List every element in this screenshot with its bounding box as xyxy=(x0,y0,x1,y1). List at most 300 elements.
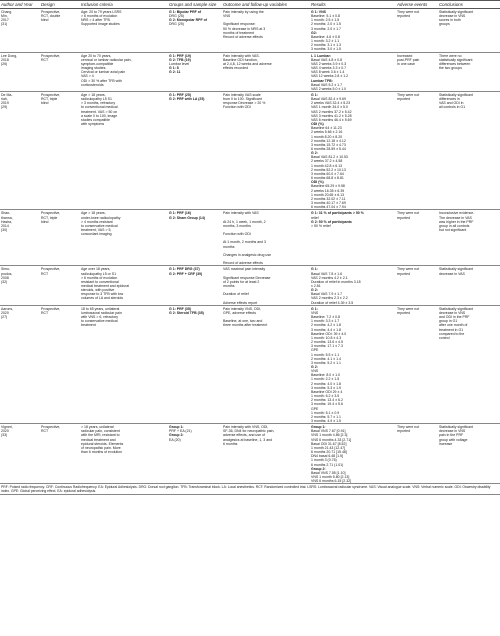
results-line: VAS 6 months 46.4 ± 5.69 xyxy=(311,117,352,122)
conclusions-line: Statistically significant xyxy=(439,267,474,272)
groups-line: DRG (25) xyxy=(169,22,184,27)
inclusion-line: with the MRI, resistant to xyxy=(81,433,120,438)
results-line: 2 months 32.02 ± 7.11 xyxy=(311,196,346,201)
cell-groups xyxy=(168,305,222,423)
author-line: Aarons, xyxy=(1,306,14,311)
table-row xyxy=(0,424,500,484)
cell-adverse xyxy=(396,9,438,53)
design-line: Prospective, xyxy=(41,92,61,97)
inclusion-line: > 4 months resistant xyxy=(81,219,113,224)
results-line: 1 month 3 (0.76) xyxy=(311,458,337,463)
cell-groups xyxy=(168,91,222,209)
conclusions-line: Statistically significant xyxy=(439,92,474,97)
cell-design xyxy=(40,305,80,423)
inclusion-line: treatment, VAS > 5, xyxy=(81,227,112,232)
outcome-line: VAS maximal pain intensity xyxy=(223,267,266,272)
outcome-line: effects recorded xyxy=(223,66,249,71)
author-line: (27) xyxy=(1,315,8,320)
design-line: blind xyxy=(41,219,49,224)
inclusion-line: to conservative medical xyxy=(81,319,118,324)
results-line: 2 weeks 16.35 ± 6.39 xyxy=(311,188,345,193)
inclusion-line: imaging studies. xyxy=(81,66,107,71)
groups-line: EA (20) xyxy=(169,437,181,442)
groups-line: PRF + EA (21) xyxy=(169,429,192,434)
header-results: Results xyxy=(310,1,396,9)
results-line: 3 months: 2.0 ± 1.7 xyxy=(311,26,341,31)
author-line: Min, xyxy=(1,14,8,19)
inclusion-line: epidural steroids. Elements xyxy=(81,441,124,446)
outcome-line: Significant response: xyxy=(223,22,256,27)
cell-results xyxy=(310,52,396,91)
results-line: 3 months: 4.9 ± 1.5 xyxy=(311,419,341,423)
groups-line: G 2: PRF + CRF (39) xyxy=(169,271,203,276)
design-line: blind xyxy=(41,18,49,23)
results-line: 1 month: 2.5 ± 1.5 xyxy=(311,18,340,23)
conclusions-line: the two groups xyxy=(439,66,462,71)
inclusion-line: a scale 0 to 100, image xyxy=(81,113,118,118)
outcome-line: Record of adverse effects xyxy=(223,261,263,266)
author-line: (33) xyxy=(1,433,8,438)
cell-design xyxy=(40,210,80,266)
cell-design xyxy=(40,424,80,484)
outcome-line: months xyxy=(223,284,235,288)
outcome-line: adverse effects, and use of xyxy=(223,433,265,438)
inclusion-line: symptom-compatible xyxy=(81,61,114,66)
results-line: 1 month: 5.5 ± 1.1 xyxy=(311,352,340,357)
outcome-line: of 2 points for at least 2 xyxy=(223,279,260,284)
conclusions-line: and ODI in the PRF xyxy=(439,315,470,320)
results-line: Lumbar TFB: xyxy=(311,78,333,83)
groups-line: Lumbar level xyxy=(169,61,190,66)
cell-results xyxy=(310,266,396,305)
adverse-line: reported xyxy=(397,310,411,315)
results-line: 3 months 40.17 ± 7.69 xyxy=(311,201,346,206)
author-line: poulos, xyxy=(1,271,13,276)
results-line: Basal VNS 7.67 [0.91] xyxy=(311,429,346,434)
cell-inclusion xyxy=(80,305,168,423)
cell-design xyxy=(40,266,80,305)
cell-author xyxy=(0,210,40,266)
results-line: VNS 6 months 6.15 [2.32] xyxy=(311,479,352,484)
cell-conclusions xyxy=(438,210,500,266)
author-line: 2020 xyxy=(1,310,9,315)
author-line: (29) xyxy=(1,105,8,110)
results-line: 3 months: 4.4 ± 1.8 xyxy=(311,327,341,332)
author-line: Simo- xyxy=(1,267,11,272)
cell-results xyxy=(310,91,396,209)
table-row xyxy=(0,9,500,53)
conclusions-line: all controls in G1 xyxy=(439,105,466,110)
results-line: VAS 2 weeks 3.9 ± 0.3 xyxy=(311,61,347,66)
author-line: Chang xyxy=(1,10,12,14)
cell-conclusions xyxy=(438,424,500,484)
inclusion-line: Age > 18 years, xyxy=(81,211,106,216)
design-line: Prospective, xyxy=(41,425,61,430)
groups-line: G 1: PRF (16) xyxy=(169,211,191,216)
cell-conclusions xyxy=(438,91,500,209)
cell-results xyxy=(310,424,396,484)
cell-author xyxy=(0,424,40,484)
inclusion-line: radiculopathy L5 or S1 xyxy=(81,271,117,276)
inclusion-line: Age > 18 years, xyxy=(81,92,106,97)
results-line: 1 month: 3.3 ± 1.7 xyxy=(311,319,340,324)
results-line: 3 months: 17.1 ± 7.3 xyxy=(311,344,343,349)
results-line: VNS xyxy=(311,369,319,374)
groups-line: DRG (25) xyxy=(169,14,184,19)
inclusion-line: Supported image studies xyxy=(81,22,120,27)
results-line: G 1: xyxy=(311,267,318,272)
header-outcome: Outcome and follow-up variables xyxy=(222,1,310,9)
adverse-line: They were not xyxy=(397,306,420,311)
results-line: G 2: 50 % of participants xyxy=(311,219,352,224)
results-line: G 1: VNS xyxy=(311,10,326,14)
results-line: 2 weeks 5.66 ± 2.16 xyxy=(311,130,343,135)
conclusions-line: There were no xyxy=(439,53,462,58)
header-groups: Groups and sample size xyxy=(168,1,222,9)
outcome-line: Duration of relief xyxy=(223,292,249,297)
results-line: VAS 12 weeks 2.8 ± 1.2 xyxy=(311,74,349,79)
design-line: Prospective, xyxy=(41,10,61,14)
design-line: Prospective, xyxy=(41,53,61,58)
inclusion-line: cervical or lumbar radicular pain, xyxy=(81,57,132,62)
results-line: Baseline ODI 29 ± 4 xyxy=(311,389,343,394)
results-line: Basal VAS 82.4 ± 9.69 xyxy=(311,97,346,102)
cell-outcome xyxy=(222,9,310,53)
header-inclusion: Inclusion criteria xyxy=(80,1,168,9)
results-line: G 2: xyxy=(311,151,318,156)
inclusion-line: volumes of LA and steroids xyxy=(81,296,124,301)
results-line: VAS 2 weeks 5.0 ± 1.0 xyxy=(311,86,347,91)
results-line: Duration of relief in months 3.18 xyxy=(311,279,361,284)
adverse-line: They were not xyxy=(397,425,420,430)
design-line: RCT xyxy=(41,271,49,276)
cell-inclusion xyxy=(80,91,168,209)
outcome-line: Pain intensity with VAS xyxy=(223,211,259,216)
groups-line: G 1: PRF (19) xyxy=(169,53,191,58)
outcome-line: Pain intensity VAS scale xyxy=(223,92,261,97)
outcome-line: Baseline ODI function, xyxy=(223,57,258,62)
results-line: VNS 1 month 5.80 [2.13] xyxy=(311,475,350,480)
inclusion-line: radicular pain, consistent xyxy=(81,429,120,434)
results-line: VAS 2 months 2.3 ± 2.2 xyxy=(311,296,348,301)
conclusions-line: group with voltage xyxy=(439,437,468,442)
design-line: Prospective, xyxy=(41,267,61,272)
table-row xyxy=(0,52,500,91)
results-line: Basal VAS 7.8 ± 1.6 xyxy=(311,271,343,276)
inclusion-line: studies compatible xyxy=(81,117,110,122)
results-line: DN4 basal 6.48 [1.5] xyxy=(311,454,343,459)
cell-conclusions xyxy=(438,9,500,53)
results-line: VAS 8 week 3.6 ± 1.4 xyxy=(311,70,345,75)
outcome-line: Function with ODI xyxy=(223,232,251,237)
outcome-line: at 2,4,8, 12 weeks and adverse xyxy=(223,61,272,66)
results-line: VNS 1 month 4.86 [2.3] xyxy=(311,433,348,438)
cell-adverse xyxy=(396,210,438,266)
adverse-line: reported xyxy=(397,14,411,19)
adverse-line: in one case xyxy=(397,61,415,66)
cell-results xyxy=(310,305,396,423)
cell-design xyxy=(40,91,80,209)
author-line: 2019 xyxy=(1,101,9,106)
conclusions-line: group in G1 xyxy=(439,319,458,324)
conclusions-line: decrease in VNS xyxy=(439,14,466,19)
results-line: Baseline: 7.2 ± 0.8 xyxy=(311,315,340,320)
results-line: G 1: xyxy=(311,306,318,311)
cell-outcome xyxy=(222,424,310,484)
inclusion-line: concordant imaging xyxy=(81,232,112,237)
author-line: Hasha, xyxy=(1,219,13,224)
outcome-line: months of treatment xyxy=(223,30,255,35)
results-line: 3 months 15.72 ± 4.73 xyxy=(311,142,346,147)
cell-adverse xyxy=(396,266,438,305)
inclusion-line: with symptoms xyxy=(81,122,105,127)
results-line: 1 month 21.43 [12.47] xyxy=(311,445,346,450)
header-conclusions: Conclusions xyxy=(438,1,500,9)
results-line: 2 months: 13.6 ± 4.5 xyxy=(311,340,343,345)
table-row xyxy=(0,305,500,423)
cell-outcome xyxy=(222,266,310,305)
inclusion-line: than 6 months of evolution xyxy=(81,450,123,455)
author-line: (30) xyxy=(1,227,8,232)
outcome-line: Pain intensity with VAS. xyxy=(223,53,260,58)
author-line: (32) xyxy=(1,279,8,284)
cell-inclusion xyxy=(80,424,168,484)
results-line: 1 month 42.8 ± 6.13 xyxy=(311,163,343,168)
design-line: Prospective, xyxy=(41,306,61,311)
cell-adverse xyxy=(396,52,438,91)
results-line: 2 months: 4.2 ± 1.8 xyxy=(311,323,341,328)
author-line: Lee Dong, xyxy=(1,53,18,58)
header-author: Author and Year xyxy=(0,1,40,9)
results-line: 2 months: 4.1 ± 1.4 xyxy=(311,356,341,361)
results-line: L 1 Lumbar: xyxy=(311,53,331,58)
adverse-line: Increased xyxy=(397,53,413,58)
inclusion-line: steroids, with positive xyxy=(81,288,115,293)
header-adverse: Adverse events xyxy=(396,1,438,9)
results-line: 1 month: 5.1 ± 0.9 xyxy=(311,410,340,415)
inclusion-line: radiculopathy L5 S1 xyxy=(81,97,112,102)
cell-author xyxy=(0,91,40,209)
inclusion-line: ODI > 30 % after TFB with xyxy=(81,78,122,83)
design-line: Prospective, xyxy=(41,211,61,216)
cell-conclusions xyxy=(438,52,500,91)
groups-line: G 1: Bipolar PRF of xyxy=(169,10,202,14)
cell-groups xyxy=(168,424,222,484)
cell-author xyxy=(0,305,40,423)
inclusion-line: treatment. VAS > 50 on xyxy=(81,109,118,114)
results-line: 6 months 47.04 ± 7.94 xyxy=(311,205,346,210)
results-line: 2 months: 3.1 ± 1.3 xyxy=(311,43,341,48)
results-line: 2 months: 2.0 ± 1.5 xyxy=(311,22,341,27)
cell-results xyxy=(310,210,396,266)
adverse-line: post-PRF pain xyxy=(397,57,420,62)
cell-inclusion xyxy=(80,9,168,53)
inclusion-line: medical treatment and xyxy=(81,437,116,442)
results-line: Baseline: 4.6 ± 0.8 xyxy=(311,34,340,39)
conclusions-line: groups xyxy=(439,22,450,27)
results-line: Basal VAS 7.9 ± 1.7 xyxy=(311,292,343,297)
cell-outcome xyxy=(222,305,310,423)
inclusion-line: with VNS > 6, refractory xyxy=(81,315,119,320)
results-line: GPE xyxy=(311,406,319,411)
inclusion-line: > 6 months of evolution xyxy=(81,14,118,19)
results-line: VAS 2 months 4.2 ± 2.1 xyxy=(311,275,348,280)
outcome-line: three months after treatment xyxy=(223,323,268,328)
outcome-line: 6 months xyxy=(223,441,238,446)
results-line: VNS xyxy=(311,310,319,315)
design-line: RCT xyxy=(41,429,49,434)
inclusion-line: > 3 months, refractory xyxy=(81,101,116,106)
outcome-line: Significant response Decrease xyxy=(223,275,271,280)
outcome-line: months, 3 months xyxy=(223,223,251,228)
outcome-line: Adverse effects report xyxy=(223,300,258,305)
results-line: 2 months: 5.7 ± 1.1 xyxy=(311,414,341,419)
table-header-row xyxy=(0,1,500,9)
design-line: RCT, double xyxy=(41,14,61,19)
results-line: GPE xyxy=(311,348,319,353)
outcome-line: Pain intensity with VNS, ODI, xyxy=(223,425,269,430)
conclusions-line: control xyxy=(439,335,450,340)
results-line: VAS 1 month 34.0 ± 5.0 xyxy=(311,105,348,110)
results-line: 1 month: 10.8 ± 4.3 xyxy=(311,335,342,340)
results-line: Group 2: xyxy=(311,466,326,471)
cell-inclusion xyxy=(80,266,168,305)
groups-line: G 2: Steroid TFB (35) xyxy=(169,310,204,315)
results-line: G2: xyxy=(311,30,317,35)
cell-adverse xyxy=(396,305,438,423)
outcome-line: At 24 h, 1 week, 1 month, 2 xyxy=(223,219,266,224)
cell-outcome xyxy=(222,91,310,209)
conclusions-line: differences in xyxy=(439,97,460,102)
results-line: 6 months 28.59 ± 5.44 xyxy=(311,147,346,151)
adverse-line: reported xyxy=(397,215,411,220)
inclusion-line: Cervical or lumbar axial pain xyxy=(81,70,126,75)
results-line: G 2: xyxy=(311,288,318,293)
inclusion-line: response to 3 TFB with low xyxy=(81,292,124,297)
results-line: 2 weeks VAS 32.4 ± 5.23 xyxy=(311,101,351,106)
inclusion-line: corticosteroids xyxy=(81,82,104,87)
groups-line: Group 2: xyxy=(169,433,184,438)
results-line: G 1: 31 % of participants > 50 % xyxy=(311,211,364,216)
cell-inclusion xyxy=(80,52,168,91)
design-line: RCT xyxy=(41,57,49,62)
cell-conclusions xyxy=(438,305,500,423)
results-line: VAS 2 months 37.2 ± 5.42 xyxy=(311,109,352,114)
groups-line: G 1: PRF (25) xyxy=(169,92,191,97)
conclusions-line: compared to the xyxy=(439,331,465,336)
results-line: 2 months 12.18 ± 4.12 xyxy=(311,138,346,143)
inclusion-line: NRS > 4 after TFB xyxy=(81,18,110,23)
groups-line: G 2: PRF with LA (25) xyxy=(169,97,205,102)
inclusion-line: to conservative medical xyxy=(81,223,118,228)
cell-outcome xyxy=(222,52,310,91)
author-line: Vigneri, xyxy=(1,425,13,430)
conclusions-line: but not significant xyxy=(439,227,467,232)
author-line: 2017 xyxy=(1,18,9,23)
inclusion-line: medical treatment and epidural xyxy=(81,284,130,288)
inclusion-line: > 18 years, unilateral xyxy=(81,425,114,430)
results-line: Baseline: 5.1 ± 0.8 xyxy=(311,14,340,19)
results-line: 6 months 2.71 (1.01) xyxy=(311,462,344,467)
conclusions-line: Inconclusive evidence. xyxy=(439,211,475,216)
author-line: thanna, xyxy=(1,215,13,220)
outcome-line: SF-36, DN4 for neuropathic pain, xyxy=(223,429,275,434)
table-footnote: PRF: Pulsed radio frequency. CRF: Continuous Radiofrequency. EA: Epidural Adhesiolysis. DRG: Dorsal root ganglion. TFB: Transforaminal block. LA: Local anesthetics. RCT: Randomized controlled trial. LSRS: Lumbosacral radicular syndrome. VAS: Visual analogue scale. VNS: Verbal numeric scale. ODI: Oswestry disability index. GPE: Global perceiving effect. EA: epidural adhesiolysis. xyxy=(0,484,500,495)
cell-adverse xyxy=(396,91,438,209)
author-line: (31) xyxy=(1,22,8,27)
outcome-line: VNS xyxy=(223,14,231,19)
table-row xyxy=(0,266,500,305)
cell-author xyxy=(0,52,40,91)
conclusions-line: Statistically significant xyxy=(439,10,474,14)
results-line: G 1: xyxy=(311,92,318,97)
conclusions-line: treatment in G1 xyxy=(439,327,464,332)
conclusions-line: VAS and ODI in xyxy=(439,101,464,106)
conclusions-line: decrease in VNS xyxy=(439,429,466,434)
outcome-line: At 1 month, 2 months and 3 xyxy=(223,240,266,245)
outcome-line: months xyxy=(223,244,235,249)
cell-design xyxy=(40,9,80,53)
results-line: 3 months: 3.0 ± 1.5 xyxy=(311,47,341,52)
conclusions-line: The decrease in VAS xyxy=(439,215,472,220)
results-line: 3 months 60.0 ± 7.64 xyxy=(311,171,344,176)
results-line: VAS 3 months 41.2 ± 5.28 xyxy=(311,113,352,118)
author-line: (26) xyxy=(1,61,8,66)
adverse-line: reported xyxy=(397,97,411,102)
groups-line: G 1: PRF (35) xyxy=(169,306,191,311)
results-line: ODI (%) xyxy=(311,122,324,127)
results-line: 6 months 68.8 ± 8.81 xyxy=(311,176,344,181)
results-line: 2 months: 4.0 ± 1.8 xyxy=(311,381,341,386)
results-line: 1 month: 2.2 ± 1.5 xyxy=(311,377,340,382)
groups-line: G 1: PRF DRG (37) xyxy=(169,267,200,272)
results-line: relief xyxy=(311,215,319,220)
conclusions-line: differences between xyxy=(439,61,471,66)
design-line: blind xyxy=(41,101,49,106)
cell-author xyxy=(0,266,40,305)
outcome-line: Record of adverse effects xyxy=(223,34,263,39)
outcome-line: response Decrease > 20 % xyxy=(223,101,266,106)
outcome-line: GPE, adverse effects xyxy=(223,310,257,315)
adverse-line: reported xyxy=(397,429,411,434)
adverse-line: They were not xyxy=(397,211,420,216)
results-line: Basal VAS 81.2 ± 10.53 xyxy=(311,155,348,160)
inclusion-line: VAS > 4 xyxy=(81,74,94,79)
cell-groups xyxy=(168,210,222,266)
conclusions-line: was higher in the PRF xyxy=(439,219,474,224)
inclusion-line: of neuropathic pain. More xyxy=(81,445,121,450)
inclusion-line: lumbosacral radicular pain xyxy=(81,310,122,315)
outcome-line: Function with ODI xyxy=(223,105,251,110)
results-line: 3 months: 5.3 ± 1.9 xyxy=(311,385,341,390)
inclusion-line: resistant to conventional xyxy=(81,279,119,284)
results-line: Basal VAS 4.8 ± 0.8 xyxy=(311,57,343,62)
header-design: Design xyxy=(40,1,80,9)
conclusions-line: increase xyxy=(439,441,453,446)
results-line: VNS 6 months 4.33 [2.71] xyxy=(311,437,352,442)
results-line: Group 1: xyxy=(311,425,326,430)
cell-groups xyxy=(168,9,222,53)
results-line: > 50 % relief xyxy=(311,223,331,228)
cell-author xyxy=(0,9,40,53)
design-line: RCT xyxy=(41,310,49,315)
groups-line: G 2: Sham Group (14) xyxy=(169,215,205,220)
results-line: 3 months: 19.4 ± 5.6 xyxy=(311,402,343,407)
results-line: Duration of relief 4.39 ± 3.5 xyxy=(311,300,354,305)
author-line: 2014 xyxy=(1,223,9,228)
outcome-line: Pain intensity by using the xyxy=(223,10,264,14)
author-line: 2018 xyxy=(1,57,9,62)
